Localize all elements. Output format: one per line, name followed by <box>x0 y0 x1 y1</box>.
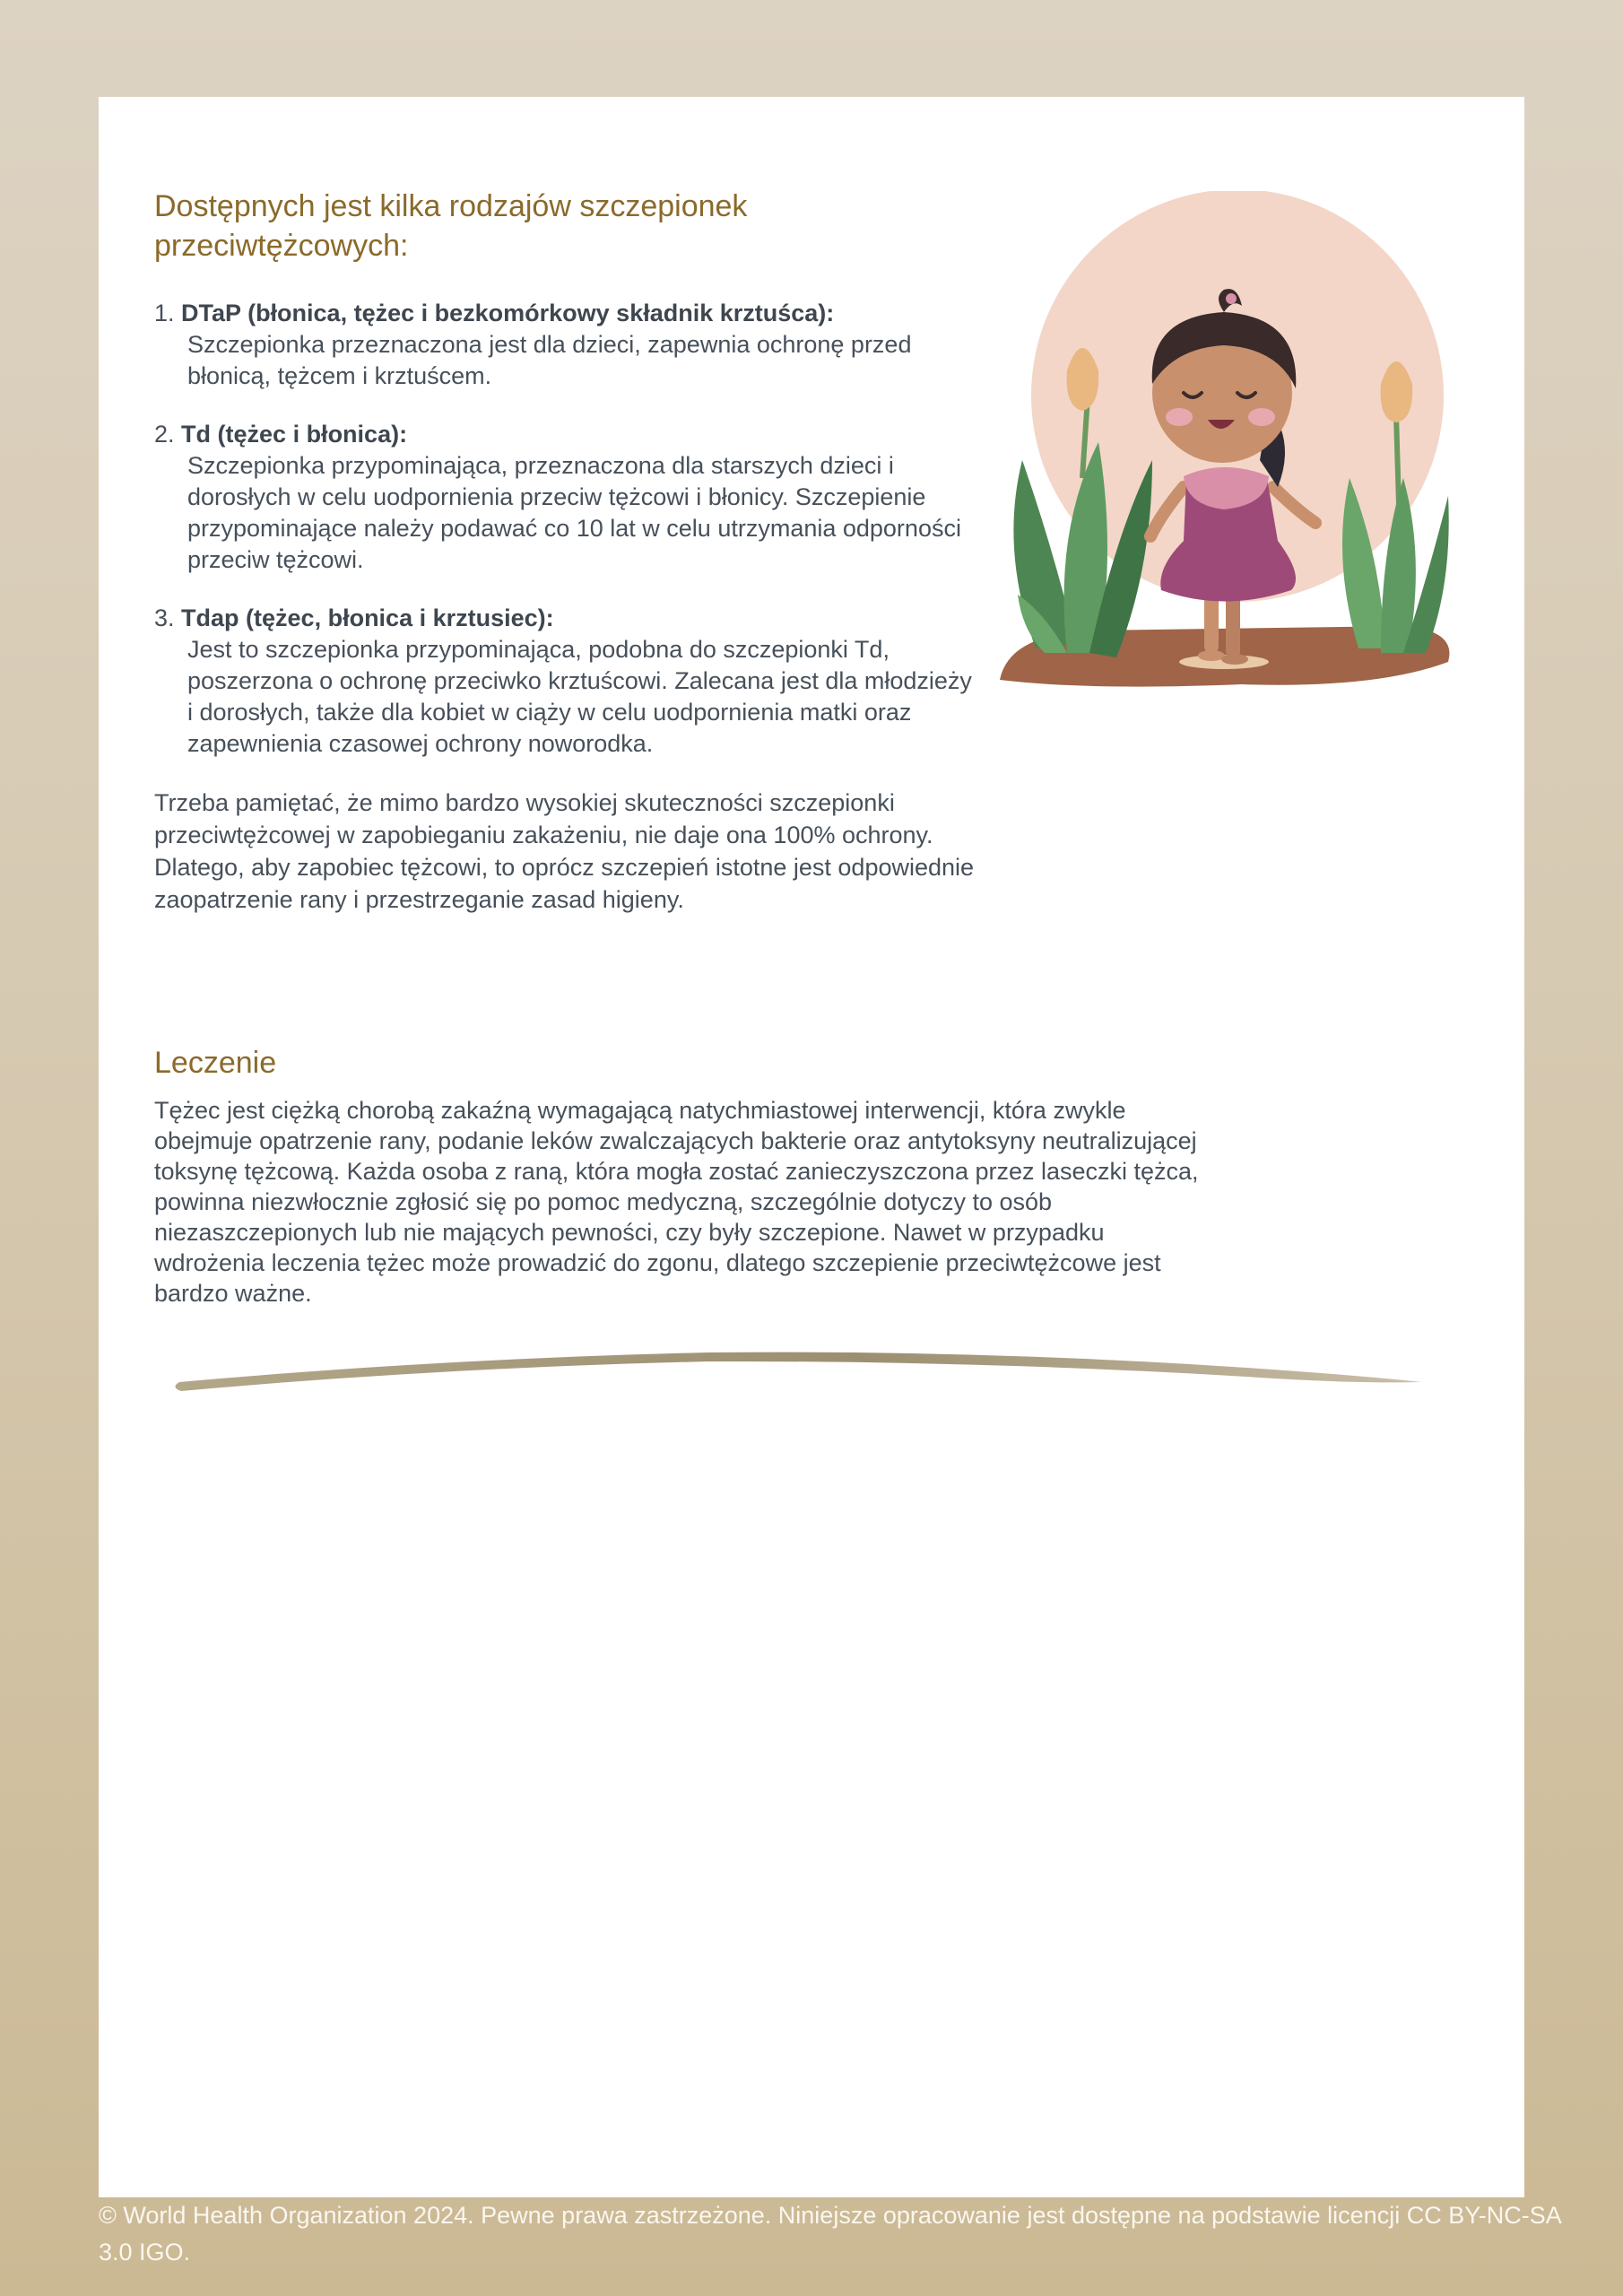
item-number: 3. <box>154 604 175 631</box>
item-title: DTaP (błonica, tężec i bezkomórkowy składnik krztuśca): <box>181 300 835 326</box>
document-page <box>99 97 1524 2197</box>
treatment-text: Tężec jest ciężką chorobą zakaźną wymagającą natychmiastowej interwencji, która zwykle obejmuje opatrzenie rany, podanie leków zwalczających bakterie oraz antytoksyny neutralizującej toksynę tężcową. Każda osoba z raną, która mogła zostać zanieczyszczona przez laseczki tężca, powinna niezwłocznie zgłosić się po pomoc medyczną, szczególnie dotyczy to osób niezaszczepionych lub nie mających pewności, czy były szczepione. Nawet w przypadku wdrożenia leczenia tężec może prowadzić do zgonu, dlatego szczepienie przeciwtężcowe jest bardzo ważne. <box>154 1097 1199 1307</box>
vaccines-heading: Dostępnych jest kilka rodzajów szczepionek przeciwtężcowych: <box>154 189 748 263</box>
item-number: 1. <box>154 300 175 326</box>
list-item <box>154 603 979 760</box>
item-number: 2. <box>154 421 175 448</box>
item-title: Tdap (tężec, błonica i krztusiec): <box>181 604 554 631</box>
brush-stroke <box>175 1352 1421 1391</box>
girl-cheek <box>1166 408 1193 426</box>
item-description: Jest to szczepionka przypominająca, podobna do szczepionki Td, poszerzona o ochronę przeciwko krztuścowi. Zalecana jest dla młodzieży i dorosłych, także dla kobiet w ciąży w celu uodpornienia matki oraz zapewnienia czasowej ochrony noworodka. <box>187 636 972 757</box>
treatment-heading: Leczenie <box>154 1046 277 1080</box>
girl-hair-tie <box>1226 293 1237 304</box>
treatment-section <box>154 1043 1203 1309</box>
copyright-footer: © World Health Organization 2024. Pewne prawa zastrzeżone. Niniejsze opracowanie jest dostępne na podstawie licencji CC BY-NC-SA 3.0 IGO. <box>99 2202 1561 2266</box>
brush-stroke-divider <box>170 1339 1426 1402</box>
girl-foot <box>1198 650 1225 661</box>
girl-cheek <box>1248 408 1275 426</box>
girl-walking-among-plants-illustration <box>982 191 1457 693</box>
vaccine-efficacy-note: Trzeba pamiętać, że mimo bardzo wysokiej skuteczności szczepionki przeciwtężcowej w zapobieganiu zakażeniu, nie daje ona 100% ochrony. Dlatego, aby zapobiec tężcowi, to oprócz szczepień istotne jest odpowiednie zaopatrzenie rany i przestrzeganie zasad higieny. <box>154 789 975 913</box>
list-item <box>154 419 979 576</box>
item-title: Td (tężec i błonica): <box>181 421 408 448</box>
girl-foot <box>1221 654 1248 665</box>
item-description: Szczepionka przeznaczona jest dla dzieci, zapewnia ochronę przed błonicą, tężcem i krztuścem. <box>187 331 912 389</box>
item-description: Szczepionka przypominająca, przeznaczona dla starszych dzieci i dorosłych w celu uodpornienia przeciw tężcowi i błonicy. Szczepienie przypominające należy podawać co 10 lat w celu utrzymania odporności przeciw tężcowi. <box>187 452 961 573</box>
vaccine-list <box>154 298 979 760</box>
list-item <box>154 298 979 392</box>
right-tulip-stem <box>1396 415 1399 505</box>
